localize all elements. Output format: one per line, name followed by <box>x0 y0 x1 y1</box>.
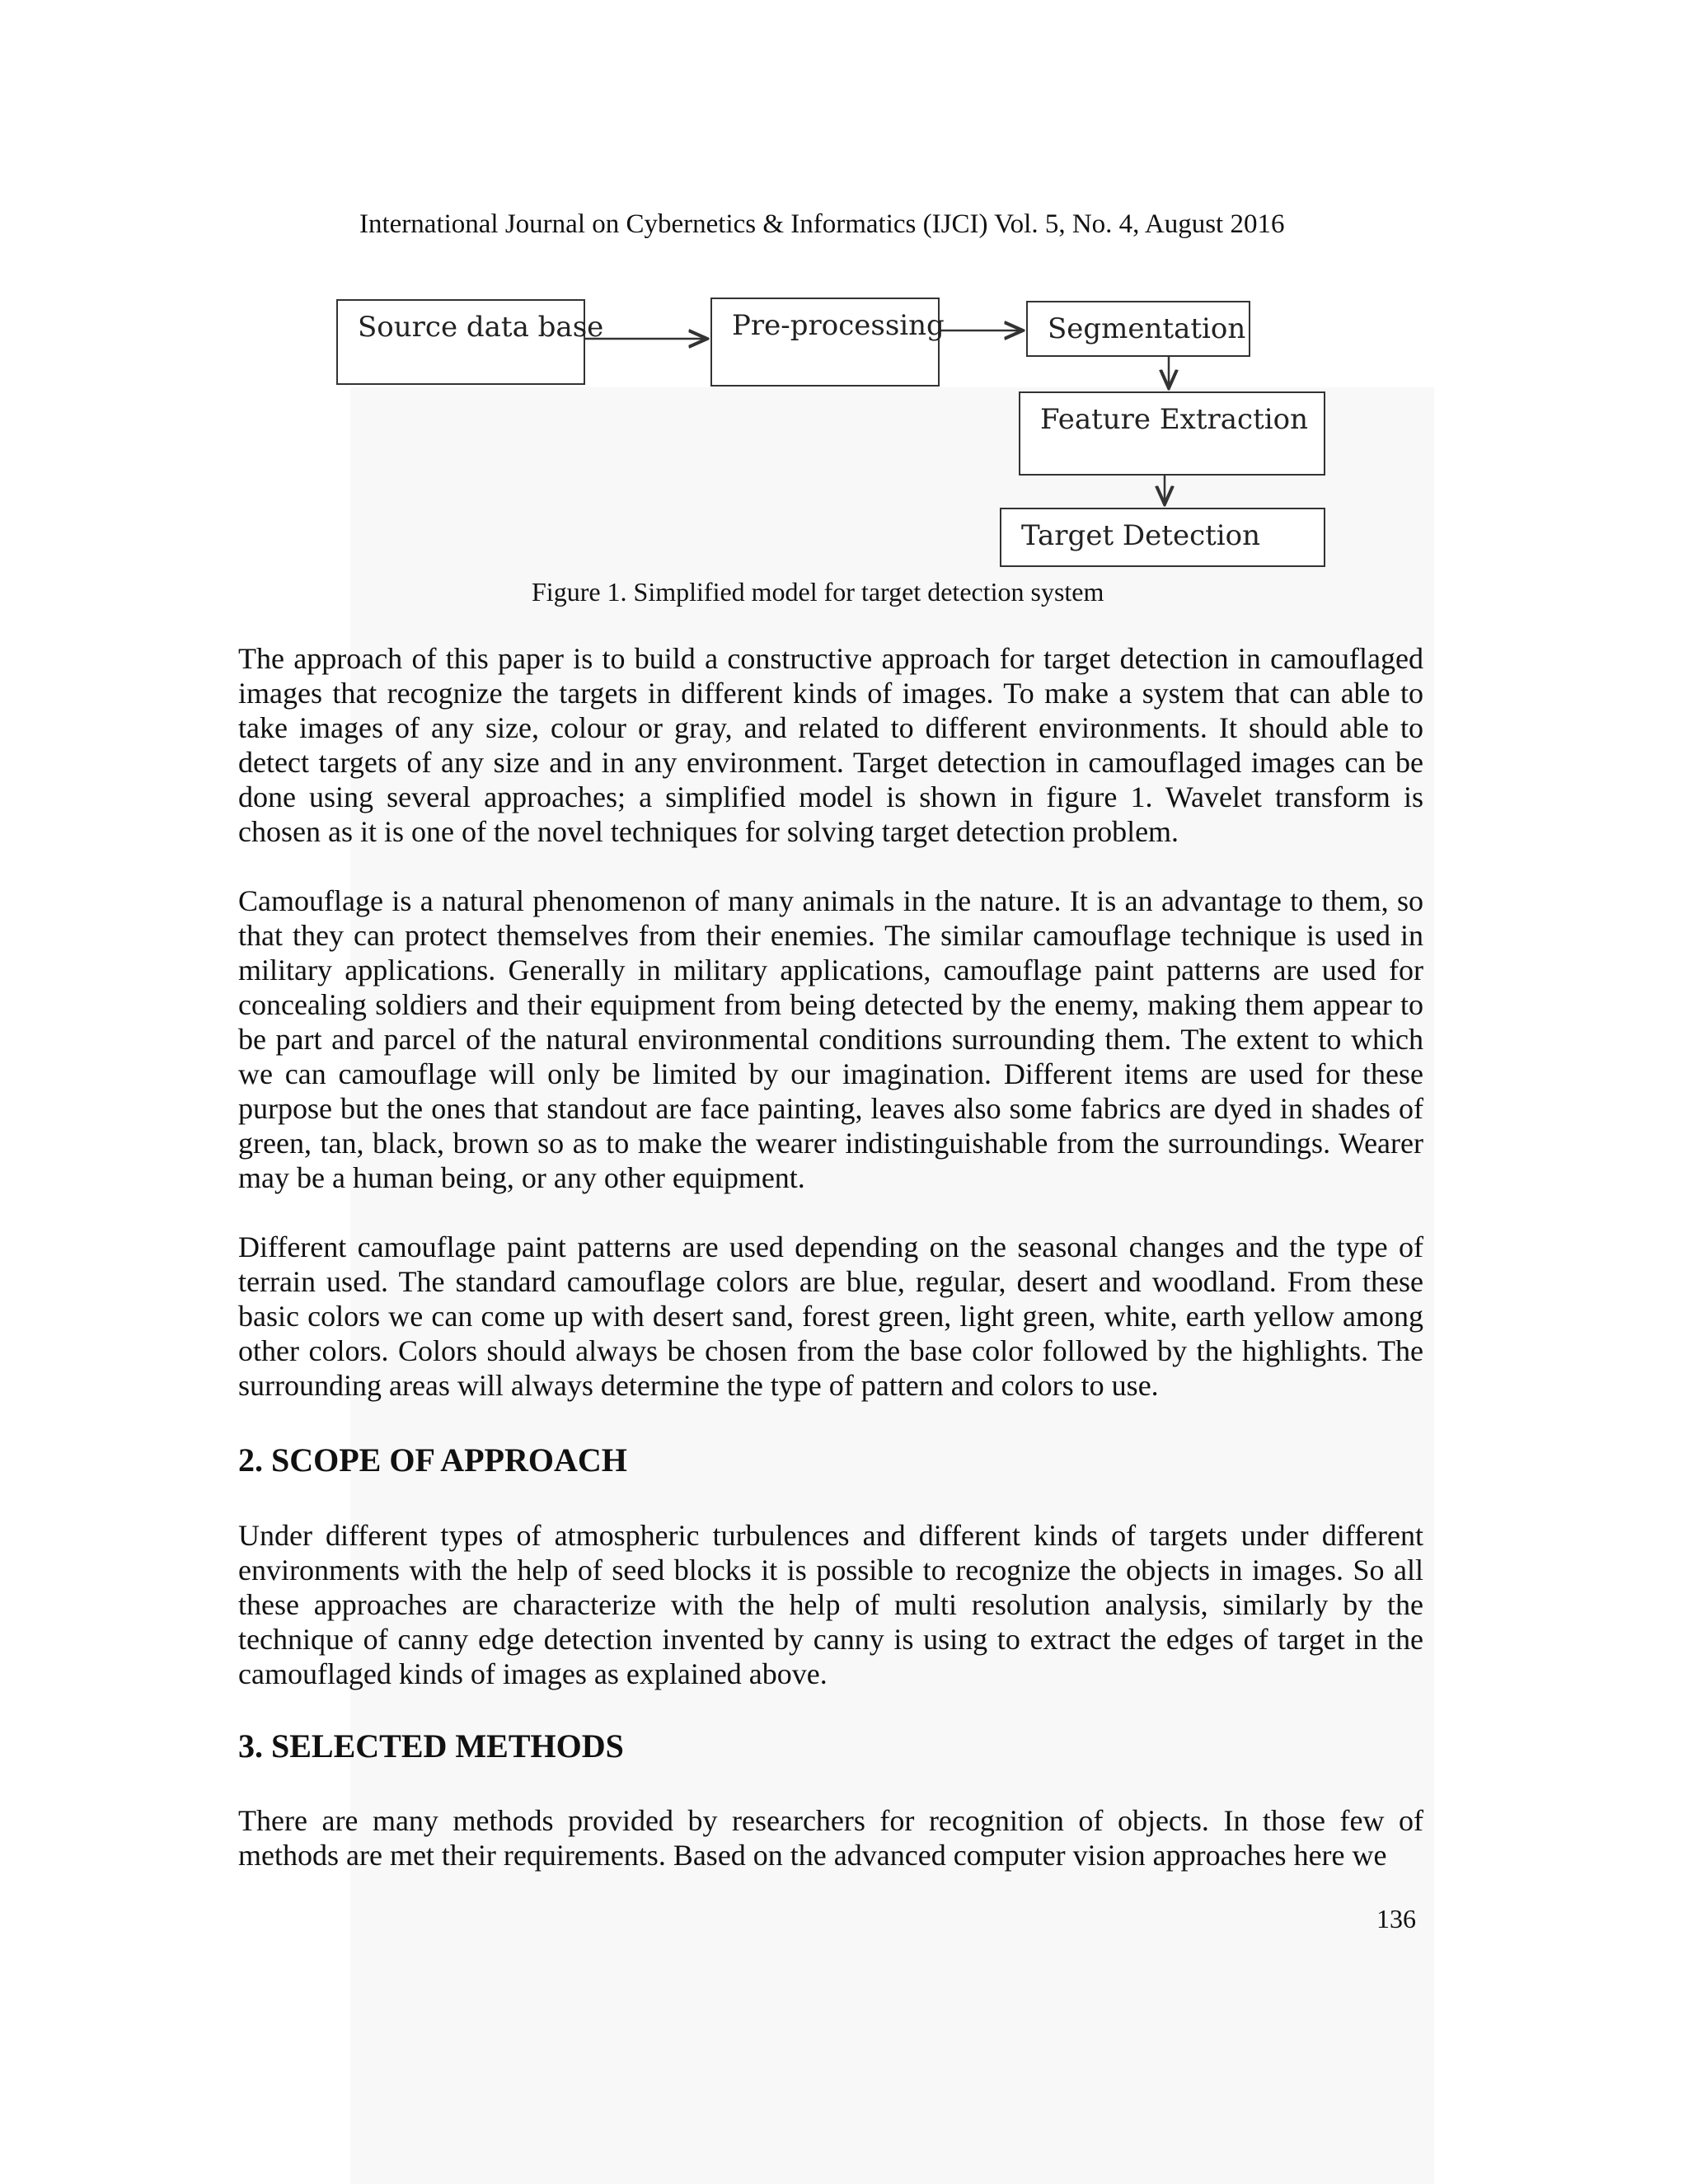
paragraph-paint-patterns: Different camouflage paint patterns are used depending on the seasonal changes and the type of terrain used. The standard camouflage colors are blue, regular, desert and woodland. From these basic colors we can come up with desert sand, forest green, light green, white, earth yellow among other colors. Colors should always be chosen from the base color followed by the highlights. The surrounding areas will always determine the type of pattern and colors to use. <box>238 1230 1423 1402</box>
box-segmentation <box>1026 301 1250 357</box>
page-number: 136 <box>1376 1904 1416 1933</box>
box-source-database <box>336 299 604 385</box>
section-heading-methods: 3. SELECTED METHODS <box>238 1727 624 1765</box>
paragraph-camouflage: Camouflage is a natural phenomenon of many animals in the nature. It is an advantage to them, so that they can protect themselves from their enemies. The similar camouflage technique is used in military applications. Generally in military applications, camouflage paint patterns are used for concealing soldiers and their equipment from being detected by the enemy, making them appear to be part and parcel of the natural environmental conditions surrounding them. The extent to which we can camouflage will only be limited by our imagination. Different items are used for these purpose but the ones that standout are face painting, leaves also some fabrics are dyed in shades of green, tan, black, brown so as to make the wearer indistinguishable from the surroundings. Wearer may be a human being, or any other equipment. <box>238 884 1423 1194</box>
section-heading-scope: 2. SCOPE OF APPROACH <box>238 1441 627 1479</box>
box-target-detection <box>1000 508 1325 567</box>
paragraph-methods: There are many methods provided by researchers for recognition of objects. In those few of methods are met their requirements. Based on the advanced computer vision approaches here we <box>238 1804 1423 1872</box>
paragraph-scope: Under different types of atmospheric turbulences and different kinds of targets under different environments with the help of seed blocks it is possible to recognize the objects in images. So all these approaches are characterize with the help of multi resolution analysis, similarly by the technique of canny edge detection invented by canny is using to extract the edges of target in the camouflaged kinds of images as explained above. <box>238 1519 1423 1690</box>
figure-caption: Figure 1. Simplified model for target detection system <box>532 577 1104 607</box>
box-feature-extraction-label: Feature Extraction <box>1040 403 1308 436</box>
box-target-detection-label: Target Detection <box>1021 519 1261 552</box>
box-segmentation-label: Segmentation <box>1048 312 1246 345</box>
box-feature-extraction <box>1019 391 1325 476</box>
box-source-label: Source data base <box>358 311 604 344</box>
box-preprocessing <box>710 298 945 387</box>
paragraph-approach: The approach of this paper is to build a constructive approach for target detection in camouflaged images that recognize the targets in different kinds of images. To make a system that can able to take images of any size, colour or gray, and related to different environments. It should able to detect targets of any size and in any environment. Target detection in camouflaged images can be done using several approaches; a simplified model is shown in figure 1. Wavelet transform is chosen as it is one of the novel techniques for solving target detection problem. <box>238 642 1423 848</box>
flow-arrows <box>0 0 1688 593</box>
box-preprocessing-label: Pre-processing <box>732 309 945 342</box>
journal-header: International Journal on Cybernetics & Informatics (IJCI) Vol. 5, No. 4, August 2016 <box>359 209 1285 239</box>
